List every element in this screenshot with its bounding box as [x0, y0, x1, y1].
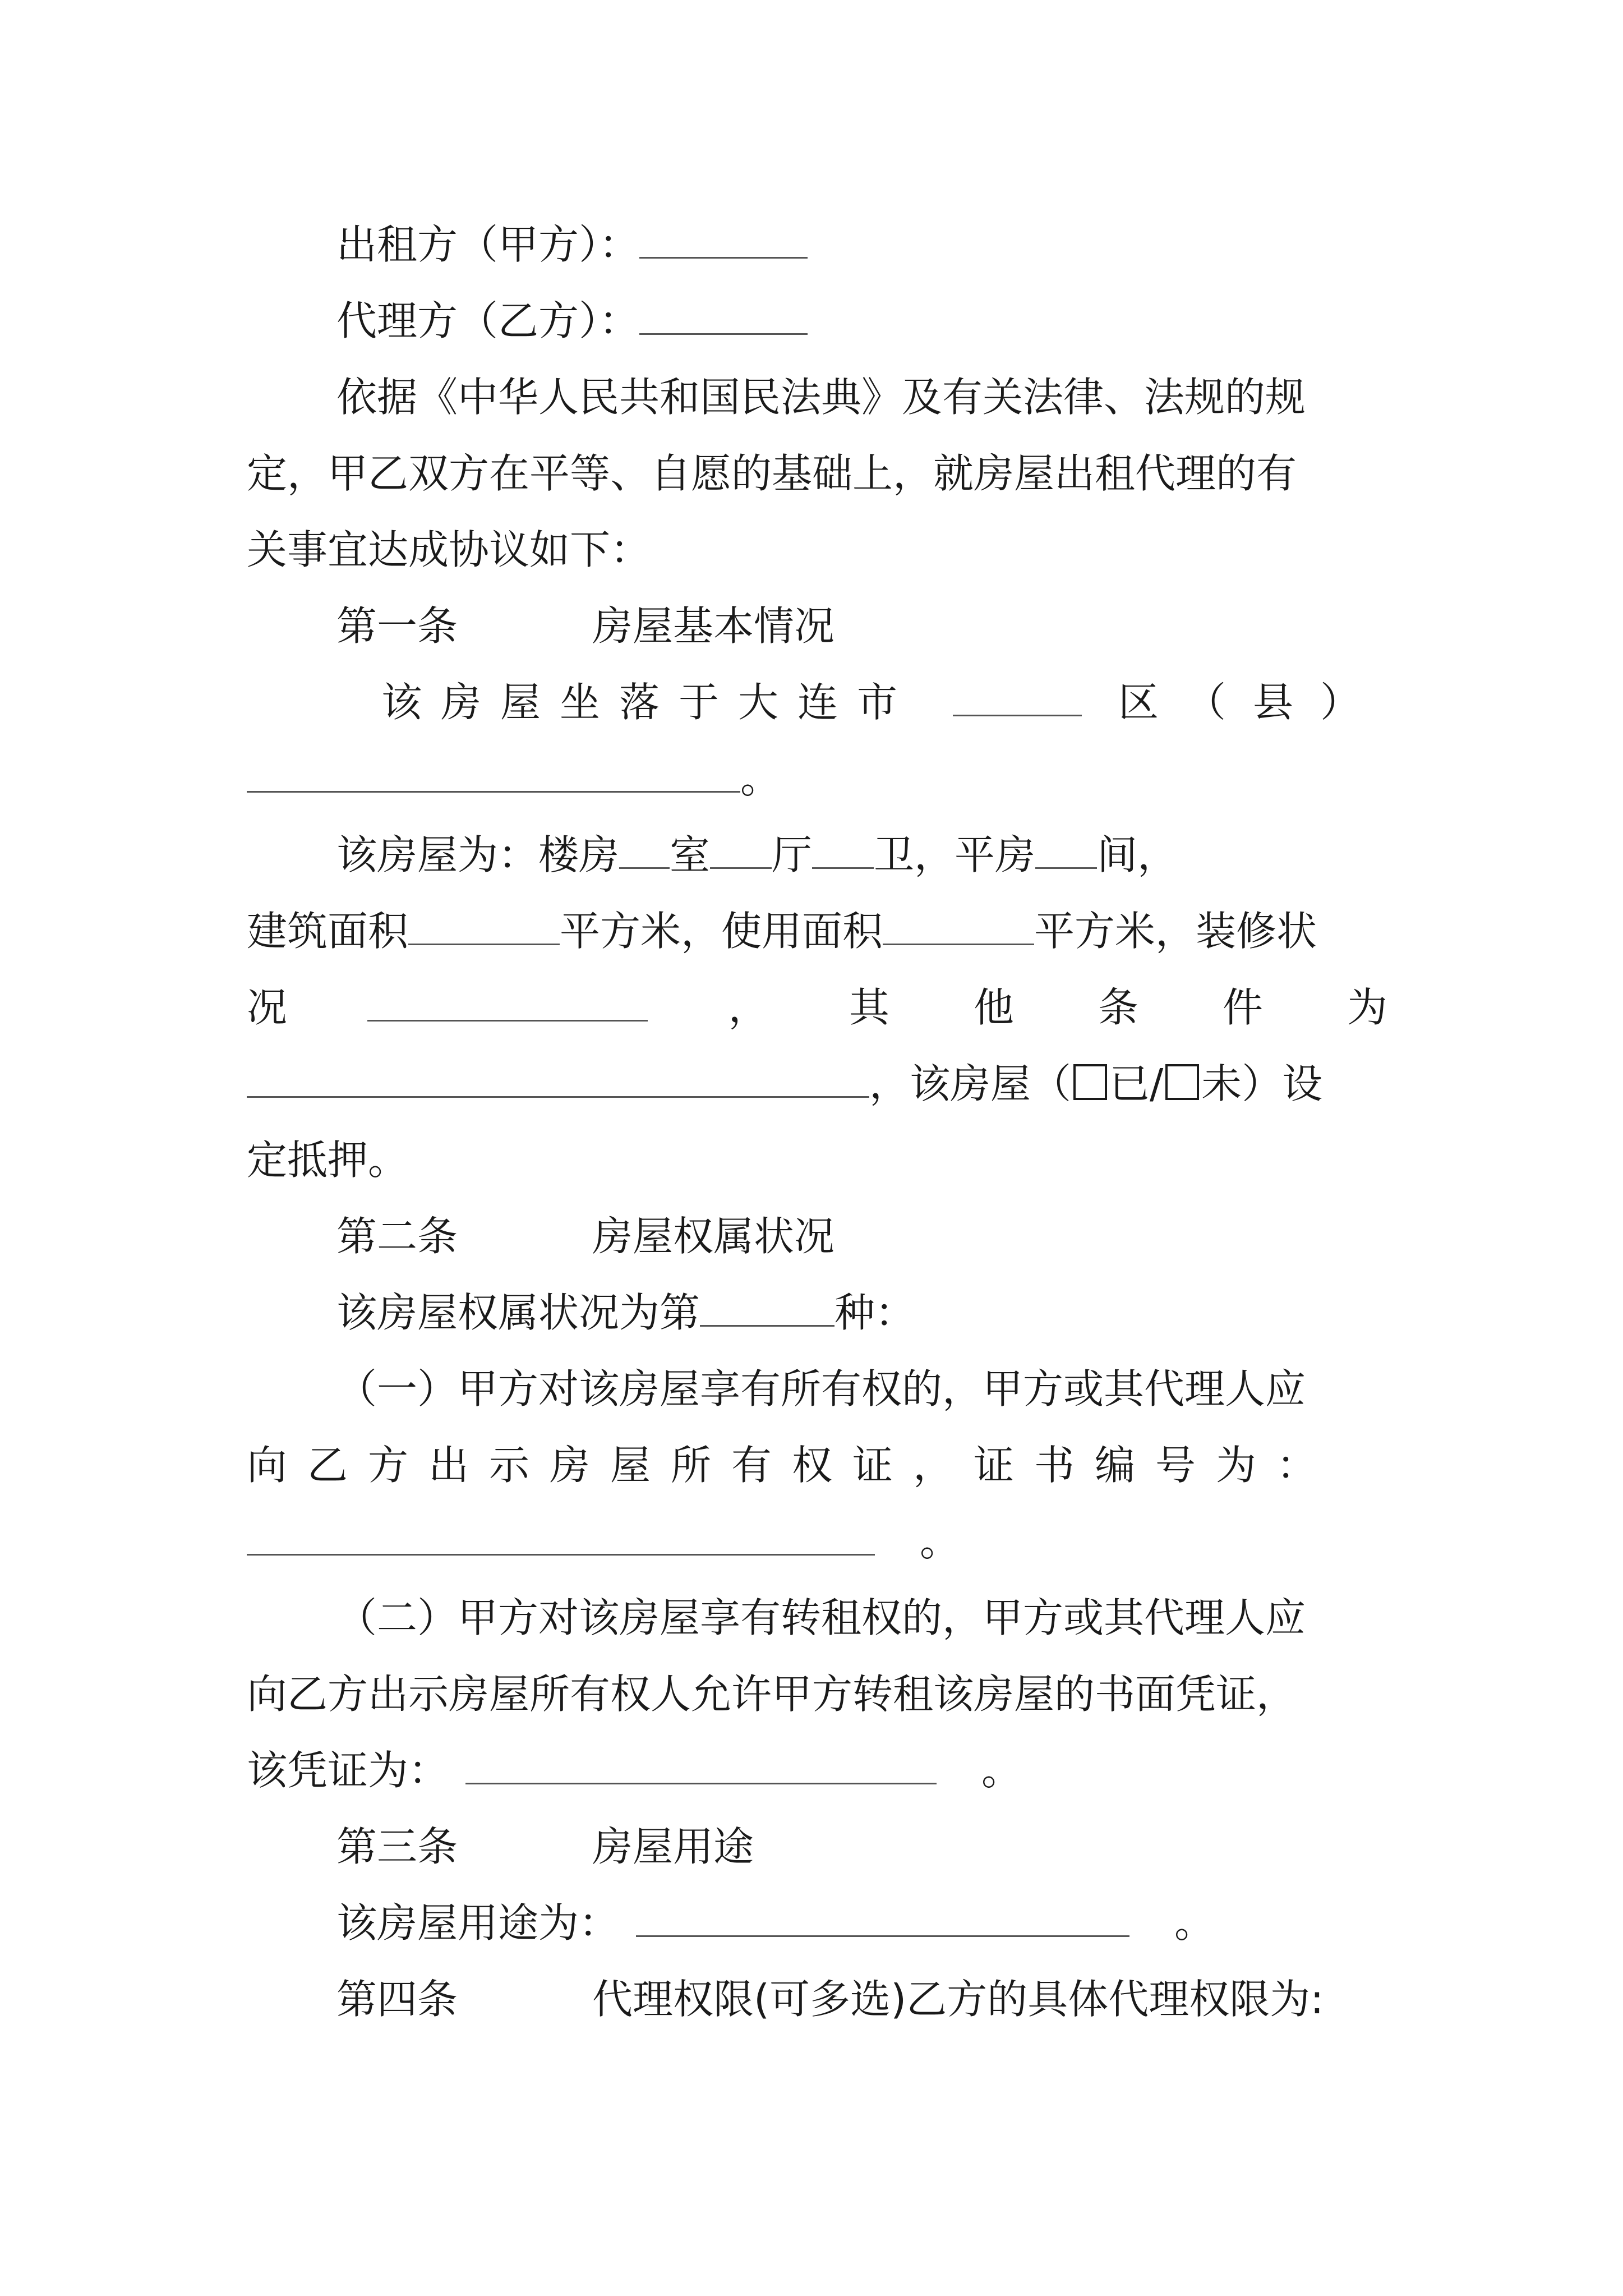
clause-2-line-3	[247, 1737, 1387, 1804]
rooms-blank[interactable]	[619, 828, 670, 869]
lessor-label: 出租方（甲方）：	[336, 221, 640, 268]
clause-2-line-2: 向乙方出示房屋所有权人允许甲方转租该房屋的书面凭证，	[247, 1671, 1297, 1718]
mortgage-line	[247, 1050, 1387, 1117]
article-4-number: 第四条	[336, 1976, 458, 2023]
baths-label: 卫，平房	[874, 831, 1036, 878]
layout-line	[336, 821, 1387, 889]
address-blank[interactable]	[247, 752, 740, 793]
voucher-end: 。	[981, 1747, 1022, 1794]
decoration-blank[interactable]	[367, 981, 648, 1022]
address-end: 。	[740, 755, 781, 802]
preamble-line-3: 关事宜达成协议如下：	[247, 526, 651, 573]
usage-blank[interactable]	[636, 1896, 1129, 1937]
clause-2-line-1: （二）甲方对该房屋享有转租权的，甲方或其代理人应	[336, 1594, 1306, 1641]
bungalow-label: 间，	[1097, 831, 1178, 878]
location-line	[381, 669, 1387, 736]
clause-1-line-2: 向乙方出示房屋所有权证，证书编号为：	[247, 1442, 1338, 1489]
decoration-label: 平方米，装修状	[1034, 908, 1317, 955]
floor-area-label: 建筑面积	[247, 908, 409, 955]
condition-line	[247, 974, 1472, 1041]
agent-blank[interactable]	[639, 294, 808, 335]
preamble-line-1: 依据《中华人民共和国民法典》及有关法律、法规的规	[336, 374, 1306, 421]
article-1-number: 第一条	[336, 602, 458, 650]
mortgage-line-2: 定抵押。	[247, 1137, 409, 1184]
usable-area-blank[interactable]	[883, 904, 1034, 945]
usage-end: 。	[1174, 1899, 1215, 1947]
mortgaged-checkbox[interactable]	[1073, 1064, 1107, 1100]
area-line	[247, 898, 1387, 965]
not-mortgaged-checkbox[interactable]	[1165, 1064, 1199, 1100]
mortgage-label: ，该房屋（	[869, 1060, 1072, 1107]
lessor-line	[336, 211, 1387, 278]
other-conditions-label: 其他条件为	[849, 984, 1472, 1031]
other-conditions-blank[interactable]	[247, 1057, 869, 1098]
preamble-line-2: 定，甲乙双方在平等、自愿的基础上，就房屋出租代理的有	[247, 450, 1297, 497]
usage-line	[336, 1889, 1387, 1957]
clause-1-line-1: （一）甲方对该房屋享有所有权的，甲方或其代理人应	[336, 1365, 1306, 1412]
article-2-number: 第二条	[336, 1213, 458, 1260]
ownership-type-label: 该房屋权属状况为第	[336, 1289, 700, 1336]
voucher-blank[interactable]	[465, 1743, 937, 1784]
lessor-blank[interactable]	[639, 218, 808, 259]
article-3-title: 房屋用途	[592, 1823, 754, 1870]
agent-line	[336, 287, 1387, 355]
layout-building-label: 该房屋为：楼房	[336, 831, 620, 878]
decoration-label-end: 况	[247, 984, 288, 1031]
voucher-label: 该凭证为：	[247, 1747, 449, 1794]
article-3-heading	[336, 1813, 1387, 1880]
rooms-label: 室	[670, 831, 711, 878]
mortgaged-label: 已/	[1109, 1060, 1164, 1107]
location-line-2	[247, 745, 1387, 812]
agent-label: 代理方（乙方）：	[336, 297, 640, 344]
location-prefix: 该房屋坐落于大连市	[381, 679, 917, 726]
halls-blank[interactable]	[710, 828, 772, 869]
district-blank[interactable]	[953, 675, 1082, 716]
halls-label: 厅	[772, 831, 813, 878]
floor-area-blank[interactable]	[408, 904, 560, 945]
certificate-end: 。	[920, 1518, 961, 1565]
article-2-title: 房屋权属状况	[592, 1213, 835, 1260]
usage-label: 该房屋用途为：	[336, 1899, 620, 1947]
clause-1-line-3	[247, 1508, 1387, 1575]
ownership-type-blank[interactable]	[700, 1286, 834, 1327]
baths-blank[interactable]	[812, 828, 874, 869]
bungalow-blank[interactable]	[1035, 828, 1097, 869]
not-mortgaged-label: 未）设	[1201, 1060, 1323, 1107]
article-2-heading	[336, 1203, 1387, 1270]
location-district-label: 区（县）	[1118, 679, 1387, 726]
article-4-heading	[336, 1966, 1387, 2033]
article-1-heading	[336, 592, 1387, 660]
article-4-title: 代理权限(可多选)乙方的具体代理权限为:	[592, 1976, 1324, 2023]
certificate-number-blank[interactable]	[247, 1515, 875, 1556]
article-3-number: 第三条	[336, 1823, 458, 1870]
usable-area-label: 平方米，使用面积	[560, 908, 883, 955]
ownership-type-line	[336, 1279, 1387, 1346]
comma: ，	[728, 984, 769, 1031]
article-1-title: 房屋基本情况	[592, 602, 835, 650]
ownership-type-suffix: 种：	[834, 1289, 916, 1336]
